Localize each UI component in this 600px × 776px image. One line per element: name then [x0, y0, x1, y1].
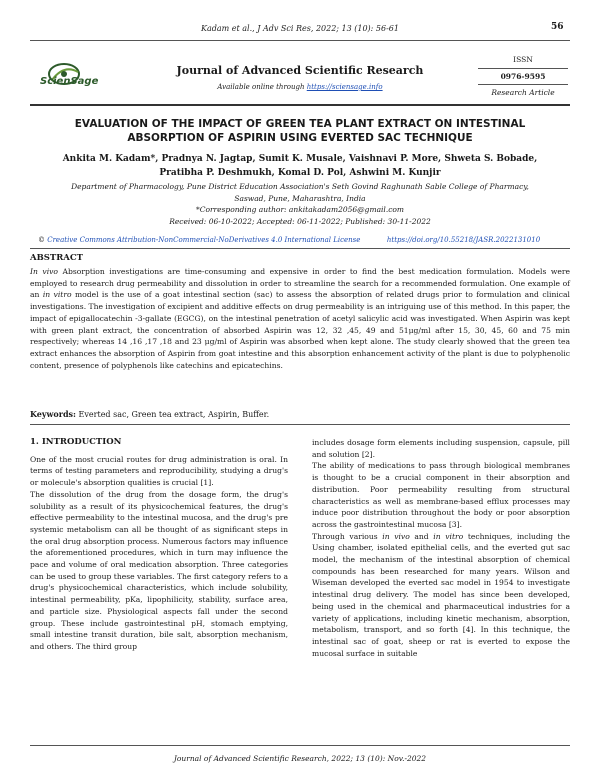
journal-website-link[interactable]: https://sciensage.info	[306, 83, 383, 91]
masthead-rule	[30, 104, 570, 106]
title-line-1: EVALUATION OF THE IMPACT OF GREEN TEA PLANT EXTRACT ON INTESTINAL	[74, 118, 526, 130]
right-column	[312, 437, 570, 659]
affiliation-block	[40, 181, 560, 227]
corresponding-author: *Corresponding author: ankitakadam2056@gmail.com	[195, 205, 405, 214]
article-dates: Received: 06-10-2022; Accepted: 06-11-2022; Published: 30-11-2022	[169, 216, 431, 226]
article-type: Research Article	[491, 88, 555, 97]
intro-paragraph-1: One of the most crucial routes for drug administration is oral. In terms of testing parameters and reproducibility, studying a drug's or molecule's absorption qualities is crucial [1].	[30, 454, 288, 488]
intro-paragraph-3: includes dosage form elements including suspension, capsule, pill and solution [2].	[312, 438, 570, 459]
issn-number: 0976-9595	[478, 68, 568, 85]
issn-box	[478, 55, 568, 97]
logo-wordmark: ScienSage	[40, 76, 99, 87]
running-header-citation: Kadam et al., J Adv Sci Res, 2022; 13 (10): 56-61	[201, 24, 399, 33]
abstract-text-1: Absorption investigations are time-consuming and expensive in order to find the best medication formulation. Models were employed to research drug permeability and dissolution in order to streamline the search for a recommended formulation. One example of an	[30, 267, 570, 300]
p5-invivo: in vivo	[382, 531, 410, 541]
affiliation-line-2: Saswad, Pune, Maharashtra, India	[234, 193, 366, 203]
doi-link[interactable]: https://doi.org/10.55218/JASR.2022131010	[386, 236, 541, 244]
license-link[interactable]: Creative Commons Attribution-NonCommercial-NoDerivatives 4.0 International License	[47, 236, 361, 244]
authors-line-1: Ankita M. Kadam*, Pradnya N. Jagtap, Sumit K. Musale, Vaishnavi P. More, Shweta S. Bobade,	[62, 154, 538, 164]
author-list	[40, 152, 560, 180]
p5-text-b: techniques, including the Using chamber, isolated epithelial cells, and the everted gut sac model, the mechanism of the intestinal absorption of chemical compounds has been researched for many years. Wilson and Wiseman developed the everted sac model in 1954 to investigate intestinal drug delivery. The model has since been developed, being used in the chemical and pharmaceutical industries for a variety of applications, including kinetic mechanism, absorption, metabolism, transport, and so forth [4]. In this technique, the intestinal sac of goat, sheep or rat is everted to expose the mucosal surface in suitable	[312, 531, 570, 658]
issn-label: ISSN	[513, 55, 533, 64]
intro-paragraph-2: The dissolution of the drug from the dosage form, the drug's solubility as a result of its physicochemical features, the drug's effective permeability to the intestinal mucosa, and the drug's pre systemic metabolism can all be thought of as significant steps in the oral drug absorption process. Numerous factors may influence the aforementioned procedures, which in turn may influence the pace and volume of oral medication absorption. Three categories can be used to group these variables. The first category refers to a drug's physicochemical characteristics, which include solubility, intestinal permeability, pKa, lipophilicity, stability, surface area, and particle size. Physiological aspects fall under the second group. These include gastrointestinal pH, stomach emptying, small intestine transit duration, bile salt, absorption mechanism, and others. The third group	[30, 489, 288, 651]
abstract-body	[30, 266, 570, 371]
abstract-text-2: model is the use of a goat intestinal section (sac) to assess the absorption of related drugs prior to formulation and clinical investigations. The investigation of excipient and additive effects on drug permeability is an intriguing use of this method. In this paper, the impact of epigallocatechin -3-gallate (EGCG), on the intestinal penetration of acetyl salicylic acid was investigated. When Aspirin was kept with green plant extract, the concentration of absorbed Aspirin was 12, 32 ,45, 49 and 51μg/ml after 15, 30, 45, 60 and 75 min respectively; whereas 14 ,16 ,17 ,18 and 23 μg/ml of Aspirin was absorbed when kept alone. The study clearly showed that the green tea extract enhances the absorption of Aspirin from goat intestine and this absorption enhancement activity of the plant is due to polyphenolic content, presence of polyphenols like catechins and epicatechins.	[30, 290, 570, 370]
intro-paragraph-5	[312, 531, 570, 660]
abstract-invivo: In vivo	[30, 267, 58, 276]
p5-text-a: Through various	[312, 531, 383, 541]
intro-paragraph-4: The ability of medications to pass through biological membranes is thought to be a crucial component in their absorption and distribution. Poor permeability resulting from structural characteristics as well as membrane-based efflux processes may induce poor distribution throughout the body or poor absorption across the gastrointestinal mucosa [3].	[312, 461, 570, 529]
p5-invitro: in vitro	[433, 531, 464, 541]
page-footer: Journal of Advanced Scientific Research, 2022; 13 (10): Nov.-2022	[173, 754, 427, 763]
page-number: 56	[551, 22, 564, 32]
p5-and: and	[409, 531, 434, 541]
online-prefix: Available online through	[217, 83, 305, 91]
authors-line-2: Pratibha P. Deshmukh, Komal D. Pol, Ashwini M. Kunjir	[159, 168, 441, 178]
copyright-icon: ©	[38, 236, 45, 244]
abstract-heading: ABSTRACT	[30, 253, 83, 263]
keywords-label: Keywords:	[30, 409, 77, 419]
keywords-line	[30, 409, 269, 419]
header-rule	[30, 40, 570, 41]
license-doi-line	[38, 236, 568, 244]
affiliation-line-1: Department of Pharmacology, Pune District Education Association's Seth Govind Raghunath Sable College of Pharmacy,	[71, 182, 529, 191]
abstract-top-rule	[30, 248, 570, 249]
keywords-value: Everted sac, Green tea extract, Aspirin, Buffer.	[76, 410, 270, 419]
journal-name: Journal of Advanced Scientific Research	[176, 64, 424, 77]
section-heading-introduction: 1. INTRODUCTION	[30, 437, 122, 447]
abstract-invitro: in vitro	[42, 290, 72, 300]
keywords-bottom-rule	[30, 424, 570, 425]
footer-rule	[30, 745, 570, 746]
article-title	[40, 117, 560, 145]
title-line-2: ABSORPTION OF ASPIRIN USING EVERTED SAC TECHNIQUE	[127, 132, 473, 144]
left-column	[30, 437, 288, 653]
